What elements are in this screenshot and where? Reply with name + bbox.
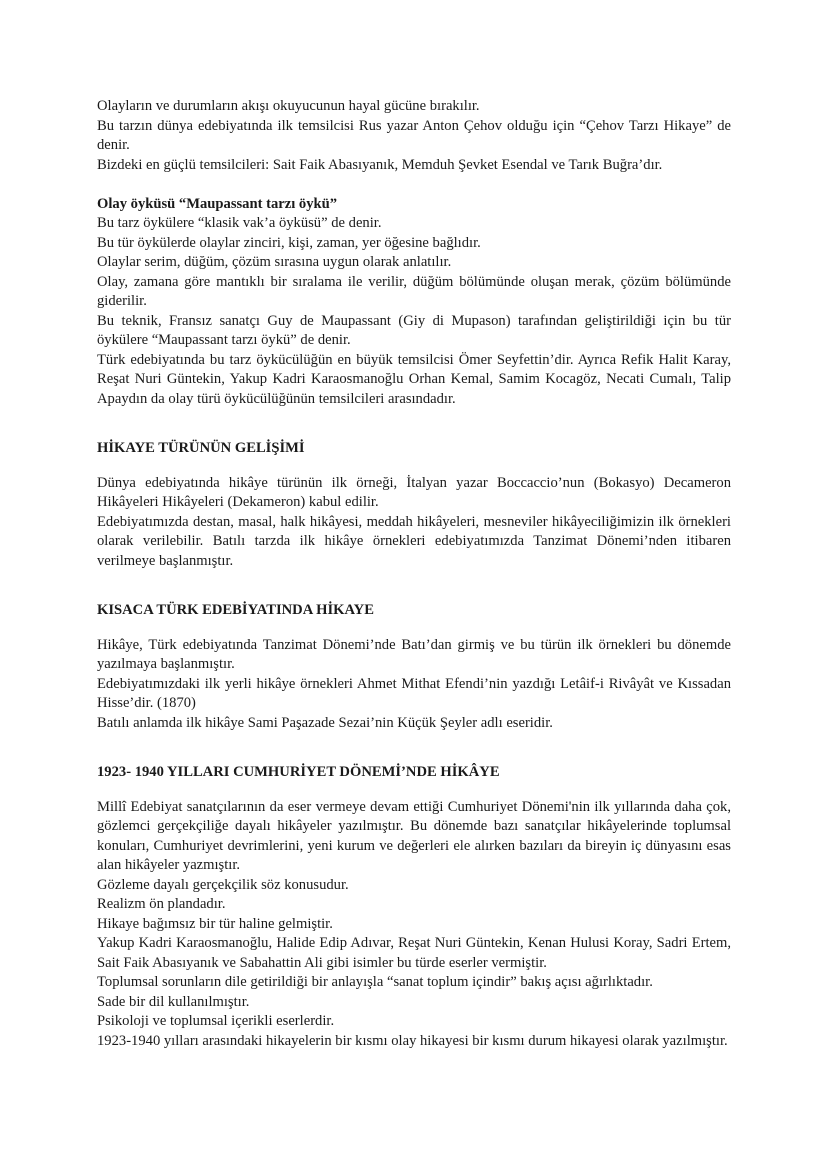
kisaca-section: [97, 601, 731, 733]
section-heading: KISACA TÜRK EDEBİYATINDA HİKAYE: [97, 602, 374, 618]
paragraph: 1923-1940 yılları arasındaki hikayelerin bir kısmı olay hikayesi bir kısmı durum hikayesi olarak yazılmıştır.: [97, 1032, 728, 1049]
paragraph: Edebiyatımızdaki ilk yerli hikâye örnekleri Ahmet Mithat Efendi’nin yazdığı Letâif-i Rivâyât ve Kıssadan Hisse’dir. (1870): [97, 675, 731, 711]
olay-section: [97, 195, 731, 410]
paragraph: Edebiyatımızda destan, masal, halk hikâyesi, meddah hikâyeleri, mesneviler hikâyeciliğimizin ilk örnekleri olarak verilebilir. Batılı tarzda ilk hikâye örnekleri edebiyatımızda Tanzimat Dönemi’nden itibaren verilmeye başlanmıştır.: [97, 513, 731, 569]
paragraph: Millî Edebiyat sanatçılarının da eser vermeye devam ettiği Cumhuriyet Dönemi'nin ilk yıllarında daha çok, gözlemci gerçekçiliğe dayalı hikâyeler yazılmıştır. Bu dönemde bazı sanatçılar hikâyelerinde toplumsal konuları, Cumhuriyet devrimlerini, yeni kurum ve değerleri ele alırken bazıları da bireyin iç dünyasını esas alan hikâyeler yazmıştır.: [97, 798, 731, 873]
intro-section: [97, 97, 731, 175]
paragraph: Hikâye, Türk edebiyatında Tanzimat Dönemi’nde Batı’dan girmiş ve bu türün ilk örnekleri bu dönemde yazılmaya başlanmıştır.: [97, 636, 731, 672]
paragraph: Gözleme dayalı gerçekçilik söz konusudur.: [97, 876, 349, 893]
paragraph: Olayların ve durumların akışı okuyucunun hayal gücüne bırakılır.: [97, 98, 480, 114]
section-heading: 1923- 1940 YILLARI CUMHURİYET DÖNEMİ’NDE HİKÂYE: [97, 764, 500, 780]
section-heading: Olay öyküsü “Maupassant tarzı öykü”: [97, 195, 338, 212]
paragraph: Dünya edebiyatında hikâye türünün ilk örneği, İtalyan yazar Boccaccio’nun (Bokasyo) Decameron Hikâyeleri Hikâyeleri (Dekameron) kabul edilir.: [97, 474, 731, 510]
paragraph: Batılı anlamda ilk hikâye Sami Paşazade Sezai’nin Küçük Şeyler adlı eseridir.: [97, 714, 553, 731]
paragraph: Bizdeki en güçlü temsilcileri: Sait Faik Abasıyanık, Memduh Şevket Esendal ve Tarık Buğra’dır.: [97, 156, 663, 173]
paragraph: Yakup Kadri Karaosmanoğlu, Halide Edip Adıvar, Reşat Nuri Güntekin, Kenan Hulusi Koray, Sadri Ertem, Sait Faik Abasıyanık ve Sabahattin Ali gibi isimler bu türde eserler vermiştir.: [97, 935, 731, 971]
section-heading: HİKAYE TÜRÜNÜN GELİŞİMİ: [97, 440, 305, 456]
paragraph: Olaylar serim, düğüm, çözüm sırasına uygun olarak anlatılır.: [97, 254, 452, 270]
paragraph: Bu tarzın dünya edebiyatında ilk temsilcisi Rus yazar Anton Çehov olduğu için “Çehov Tarzı Hikaye” de denir.: [97, 117, 731, 153]
paragraph: Psikoloji ve toplumsal içerikli eserlerdir.: [97, 1013, 335, 1029]
paragraph: Toplumsal sorunların dile getirildiği bir anlayışla “sanat toplum içindir” bakış açısı ağırlıktadır.: [97, 974, 653, 990]
paragraph: Bu tarz öykülere “klasik vak’a öyküsü” de denir.: [97, 215, 382, 231]
paragraph: Hikaye bağımsız bir tür haline gelmiştir.: [97, 915, 333, 932]
paragraph: Realizm ön plandadır.: [97, 896, 226, 912]
paragraph: Türk edebiyatında bu tarz öykücülüğün en büyük temsilcisi Ömer Seyfettin’dir. Ayrıca Refik Halit Karay, Reşat Nuri Güntekin, Yakup Kadri Karaosmanoğlu Orhan Kemal, Samim Kocagöz, Necati Cumalı, Talip Apaydın da olay türü öykücülüğünün temsilcileri arasındadır.: [97, 351, 731, 407]
cumhuriyet-section: [97, 763, 731, 1051]
paragraph: Sade bir dil kullanılmıştır.: [97, 993, 250, 1010]
gelisim-section: [97, 439, 731, 571]
paragraph: Bu tür öykülerde olaylar zinciri, kişi, zaman, yer öğesine bağlıdır.: [97, 234, 481, 251]
document-page: [97, 97, 731, 1051]
paragraph: Bu teknik, Fransız sanatçı Guy de Maupassant (Giy di Mupason) tarafından geliştirildiği için bu tür öykülere “Maupassant tarzı öykü” de denir.: [97, 312, 731, 348]
paragraph: Olay, zamana göre mantıklı bir sıralama ile verilir, düğüm bölümünde oluşan merak, çözüm bölümünde giderilir.: [97, 273, 731, 309]
